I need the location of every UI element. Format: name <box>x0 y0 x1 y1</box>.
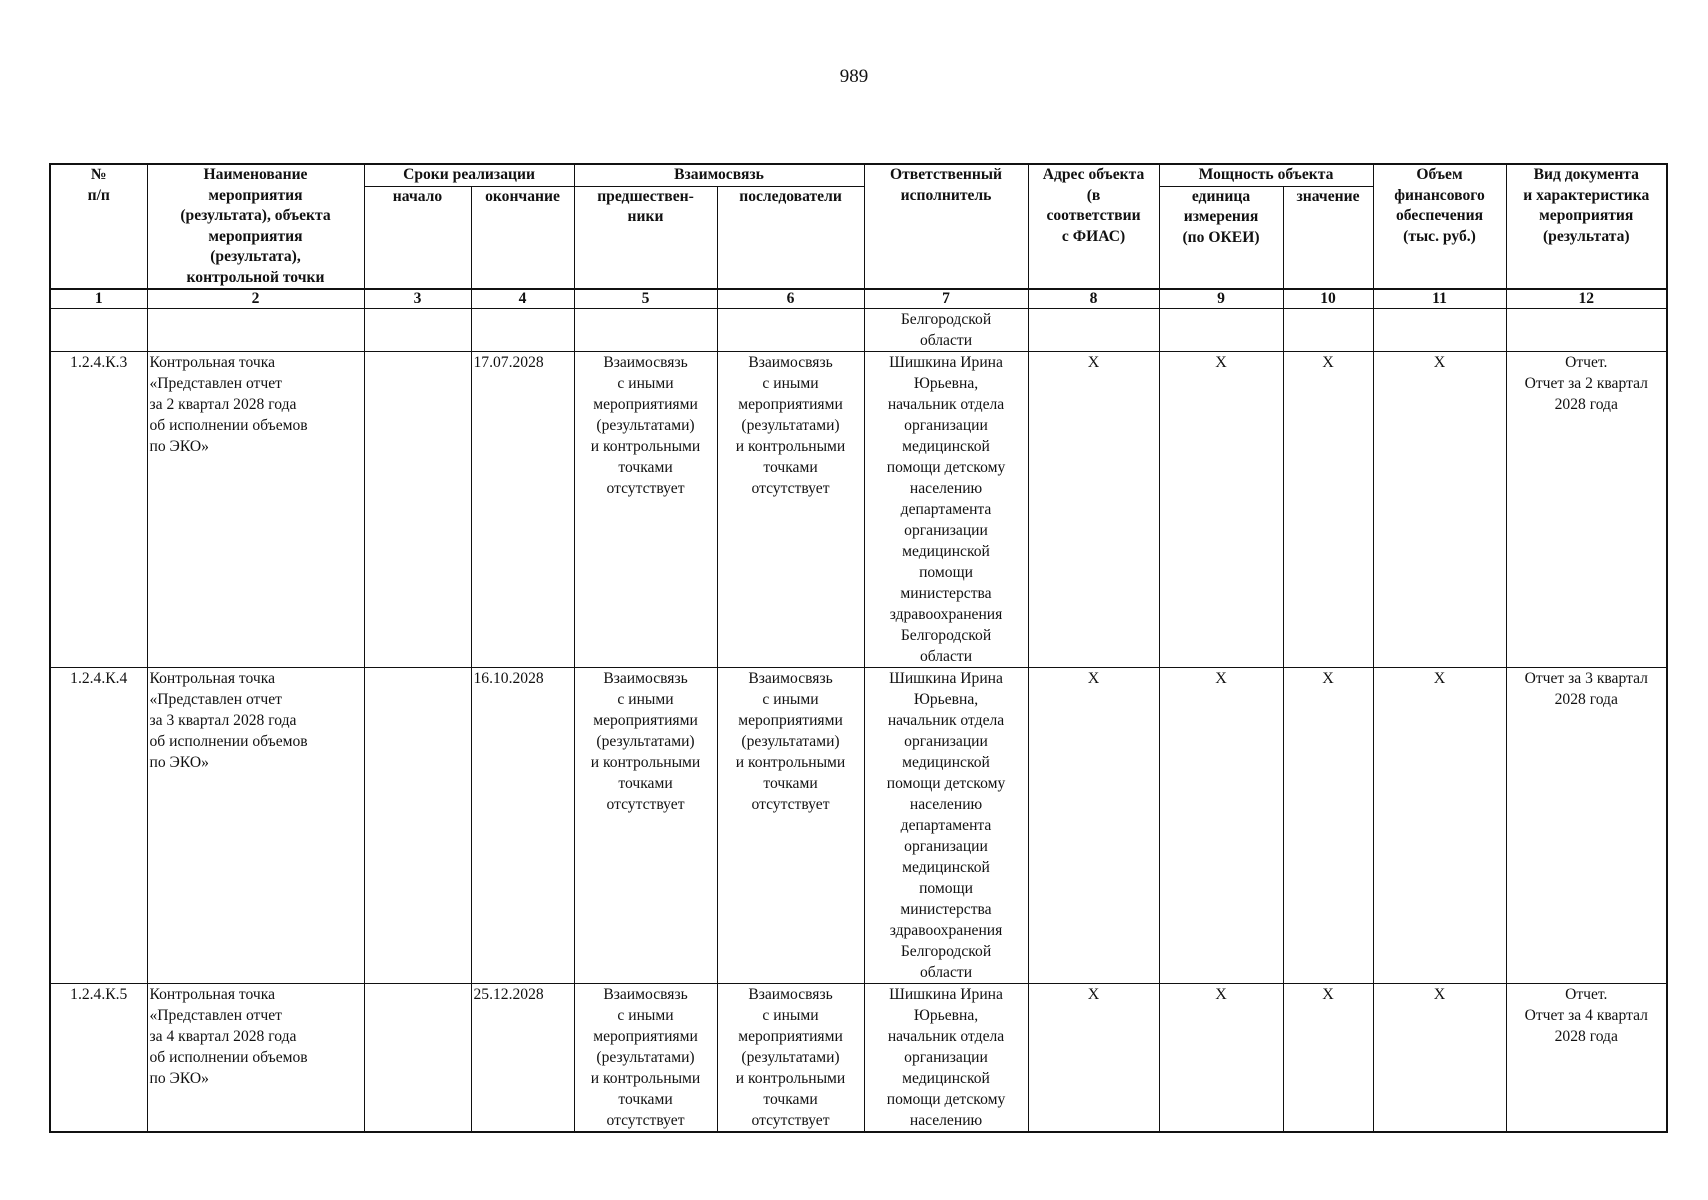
column-number: 3 <box>364 289 471 309</box>
empty-cell <box>50 309 147 352</box>
header-row-1 <box>50 164 1667 186</box>
header-value: значение <box>1283 186 1373 289</box>
plan-table <box>49 163 1668 1133</box>
end-date-cell: 25.12.2028 <box>471 984 574 1133</box>
header-financing: Объем финансового обеспечения (тыс. руб.) <box>1373 164 1506 289</box>
column-number: 11 <box>1373 289 1506 309</box>
financing-cell: Х <box>1373 352 1506 668</box>
header-successors: последователи <box>717 186 864 289</box>
value-cell: Х <box>1283 668 1373 984</box>
predecessors-cell: Взаимосвязь с иными мероприятиями (результатами) и контрольными точками отсутствует <box>574 668 717 984</box>
responsible-cell: Шишкина Ирина Юрьевна, начальник отдела организации медицинской помощи детскому населению департамента организации медицинской помощи министерства здравоохранения Белгородской области <box>864 352 1028 668</box>
successors-cell: Взаимосвязь с иными мероприятиями (результатами) и контрольными точками отсутствует <box>717 984 864 1133</box>
responsible-cell: Белгородской области <box>864 309 1028 352</box>
header-unit: единица измерения (по ОКЕИ) <box>1159 186 1283 289</box>
header-document: Вид документа и характеристика мероприятия (результата) <box>1506 164 1667 289</box>
start-date-cell <box>364 668 471 984</box>
start-date-cell <box>364 984 471 1133</box>
column-number: 5 <box>574 289 717 309</box>
header-num: № п/п <box>50 164 147 289</box>
empty-cell <box>364 309 471 352</box>
column-number: 12 <box>1506 289 1667 309</box>
end-date-cell: 17.07.2028 <box>471 352 574 668</box>
column-number: 4 <box>471 289 574 309</box>
header-group-link: Взаимосвязь <box>574 164 864 186</box>
start-date-cell <box>364 352 471 668</box>
empty-cell <box>1506 309 1667 352</box>
predecessors-cell: Взаимосвязь с иными мероприятиями (результатами) и контрольными точками отсутствует <box>574 352 717 668</box>
header-group-terms: Сроки реализации <box>364 164 574 186</box>
row-number-cell: 1.2.4.К.3 <box>50 352 147 668</box>
row-number-cell: 1.2.4.К.5 <box>50 984 147 1133</box>
column-number: 7 <box>864 289 1028 309</box>
empty-cell <box>1283 309 1373 352</box>
address-cell: Х <box>1028 984 1159 1133</box>
name-cell: Контрольная точка «Представлен отчет за 3 квартал 2028 года об исполнении объемов по ЭКО» <box>147 668 364 984</box>
table-row <box>50 984 1667 1133</box>
unit-cell: Х <box>1159 668 1283 984</box>
address-cell: Х <box>1028 352 1159 668</box>
financing-cell: Х <box>1373 984 1506 1133</box>
responsible-cell: Шишкина Ирина Юрьевна, начальник отдела организации медицинской помощи детскому населению <box>864 984 1028 1133</box>
value-cell: Х <box>1283 352 1373 668</box>
document-cell: Отчет. Отчет за 4 квартал 2028 года <box>1506 984 1667 1133</box>
empty-cell <box>1159 309 1283 352</box>
empty-cell <box>717 309 864 352</box>
header-predecessors: предшествен- ники <box>574 186 717 289</box>
table-row <box>50 352 1667 668</box>
document-cell: Отчет. Отчет за 2 квартал 2028 года <box>1506 352 1667 668</box>
end-date-cell: 16.10.2028 <box>471 668 574 984</box>
column-number: 6 <box>717 289 864 309</box>
unit-cell: Х <box>1159 984 1283 1133</box>
column-number: 8 <box>1028 289 1159 309</box>
successors-cell: Взаимосвязь с иными мероприятиями (результатами) и контрольными точками отсутствует <box>717 668 864 984</box>
address-cell: Х <box>1028 668 1159 984</box>
page-number: 989 <box>839 66 869 87</box>
document-cell: Отчет за 3 квартал 2028 года <box>1506 668 1667 984</box>
empty-cell <box>1373 309 1506 352</box>
empty-cell <box>1028 309 1159 352</box>
empty-cell <box>147 309 364 352</box>
empty-cell <box>471 309 574 352</box>
value-cell: Х <box>1283 984 1373 1133</box>
header-name: Наименование мероприятия (результата), объекта мероприятия (результата), контрольной точки <box>147 164 364 289</box>
header-address: Адрес объекта (в соответствии с ФИАС) <box>1028 164 1159 289</box>
unit-cell: Х <box>1159 352 1283 668</box>
header-start: начало <box>364 186 471 289</box>
responsible-cell: Шишкина Ирина Юрьевна, начальник отдела организации медицинской помощи детскому населению департамента организации медицинской помощи министерства здравоохранения Белгородской области <box>864 668 1028 984</box>
successors-cell: Взаимосвязь с иными мероприятиями (результатами) и контрольными точками отсутствует <box>717 352 864 668</box>
column-number: 10 <box>1283 289 1373 309</box>
predecessors-cell: Взаимосвязь с иными мероприятиями (результатами) и контрольными точками отсутствует <box>574 984 717 1133</box>
header-responsible: Ответственный исполнитель <box>864 164 1028 289</box>
financing-cell: Х <box>1373 668 1506 984</box>
column-number: 2 <box>147 289 364 309</box>
name-cell: Контрольная точка «Представлен отчет за 4 квартал 2028 года об исполнении объемов по ЭКО» <box>147 984 364 1133</box>
column-number: 1 <box>50 289 147 309</box>
table-row <box>50 668 1667 984</box>
row-number-cell: 1.2.4.К.4 <box>50 668 147 984</box>
column-number-row <box>50 289 1667 309</box>
empty-cell <box>574 309 717 352</box>
table-row-continuation <box>50 309 1667 352</box>
name-cell: Контрольная точка «Представлен отчет за 2 квартал 2028 года об исполнении объемов по ЭКО» <box>147 352 364 668</box>
column-number: 9 <box>1159 289 1283 309</box>
header-group-power: Мощность объекта <box>1159 164 1373 186</box>
header-end: окончание <box>471 186 574 289</box>
